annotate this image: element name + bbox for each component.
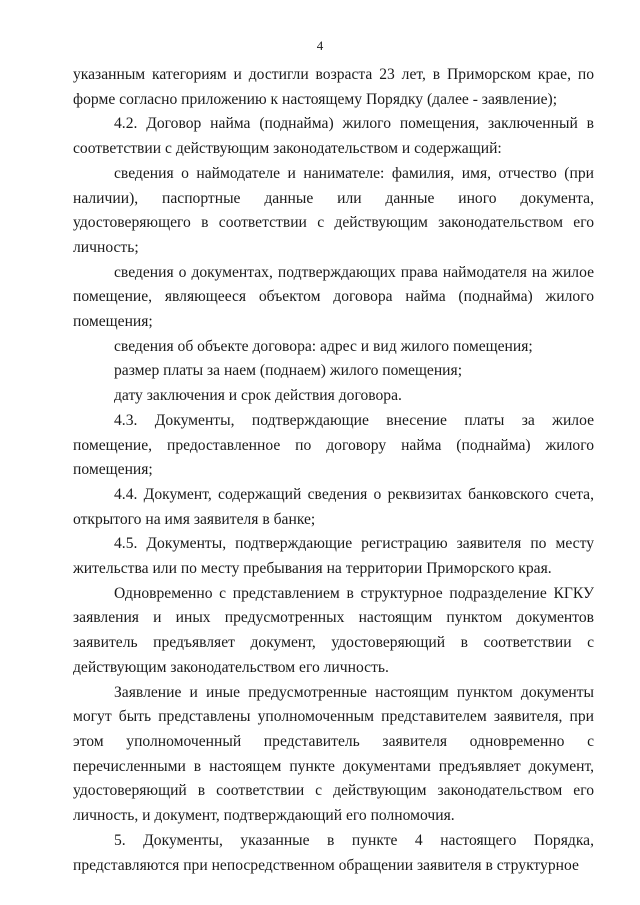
paragraph-landlord-tenant-info: сведения о наймодателе и нанимателе: фамилия, имя, отчество (при наличии), паспортные данные или данные иного документа, удостоверяющего в соответствии с действующим законодательством его личность; bbox=[73, 164, 594, 256]
paragraph-item-5: 5. Документы, указанные в пункте 4 настоящего Порядка, представляются при непосредственном обращении заявителя в структурное bbox=[73, 831, 594, 874]
page-number: 4 bbox=[316, 38, 324, 53]
paragraph-item-4-4: 4.4. Документ, содержащий сведения о реквизитах банковского счета, открытого на имя заявителя в банке; bbox=[73, 485, 594, 528]
body-text bbox=[73, 63, 594, 878]
paragraph-rent-amount: размер платы за наем (поднаем) жилого помещения; bbox=[114, 362, 463, 380]
paragraph-authorized-representative: Заявление и иные предусмотренные настоящим пунктом документы могут быть представлены уполномоченным представителем заявителя, при этом уполномоченный представитель заявителя одновременно с перечисленными в настоящем пункте документами предъявляет документ, удостоверяющий в соответствии с действующим законодательством его личность, и документ, подтверждающий его полномочия. bbox=[73, 683, 594, 825]
paragraph-item-4-5: 4.5. Документы, подтверждающие регистрацию заявителя по месту жительства или по месту пребывания на территории Приморского края. bbox=[73, 535, 594, 578]
paragraph-item-4-2: 4.2. Договор найма (поднайма) жилого помещения, заключенный в соответствии с действующим законодательством и содержащий: bbox=[73, 115, 594, 158]
paragraph-landlord-rights-docs: сведения о документах, подтверждающих права наймодателя на жилое помещение, являющееся объектом договора найма (поднайма) жилого помещения; bbox=[73, 263, 594, 331]
paragraph-continuation: указанным категориям и достигли возраста 23 лет, в Приморском крае, по форме согласно приложению к настоящему Порядку (далее - заявление); bbox=[73, 66, 594, 108]
paragraph-object-info: сведения об объекте договора: адрес и вид жилого помещения; bbox=[114, 337, 533, 355]
paragraph-simultaneous-submission: Одновременно с представлением в структурное подразделение КГКУ заявления и иных предусмотренных настоящим пунктом документов заявитель предъявляет документ, удостоверяющий в соответствии с действующим законодательством его личность. bbox=[73, 584, 594, 676]
paragraph-item-4-3: 4.3. Документы, подтверждающие внесение платы за жилое помещение, предоставленное по договору найма (поднайма) жилого помещения; bbox=[73, 411, 594, 479]
paragraph-contract-dates: дату заключения и срок действия договора. bbox=[114, 387, 402, 405]
